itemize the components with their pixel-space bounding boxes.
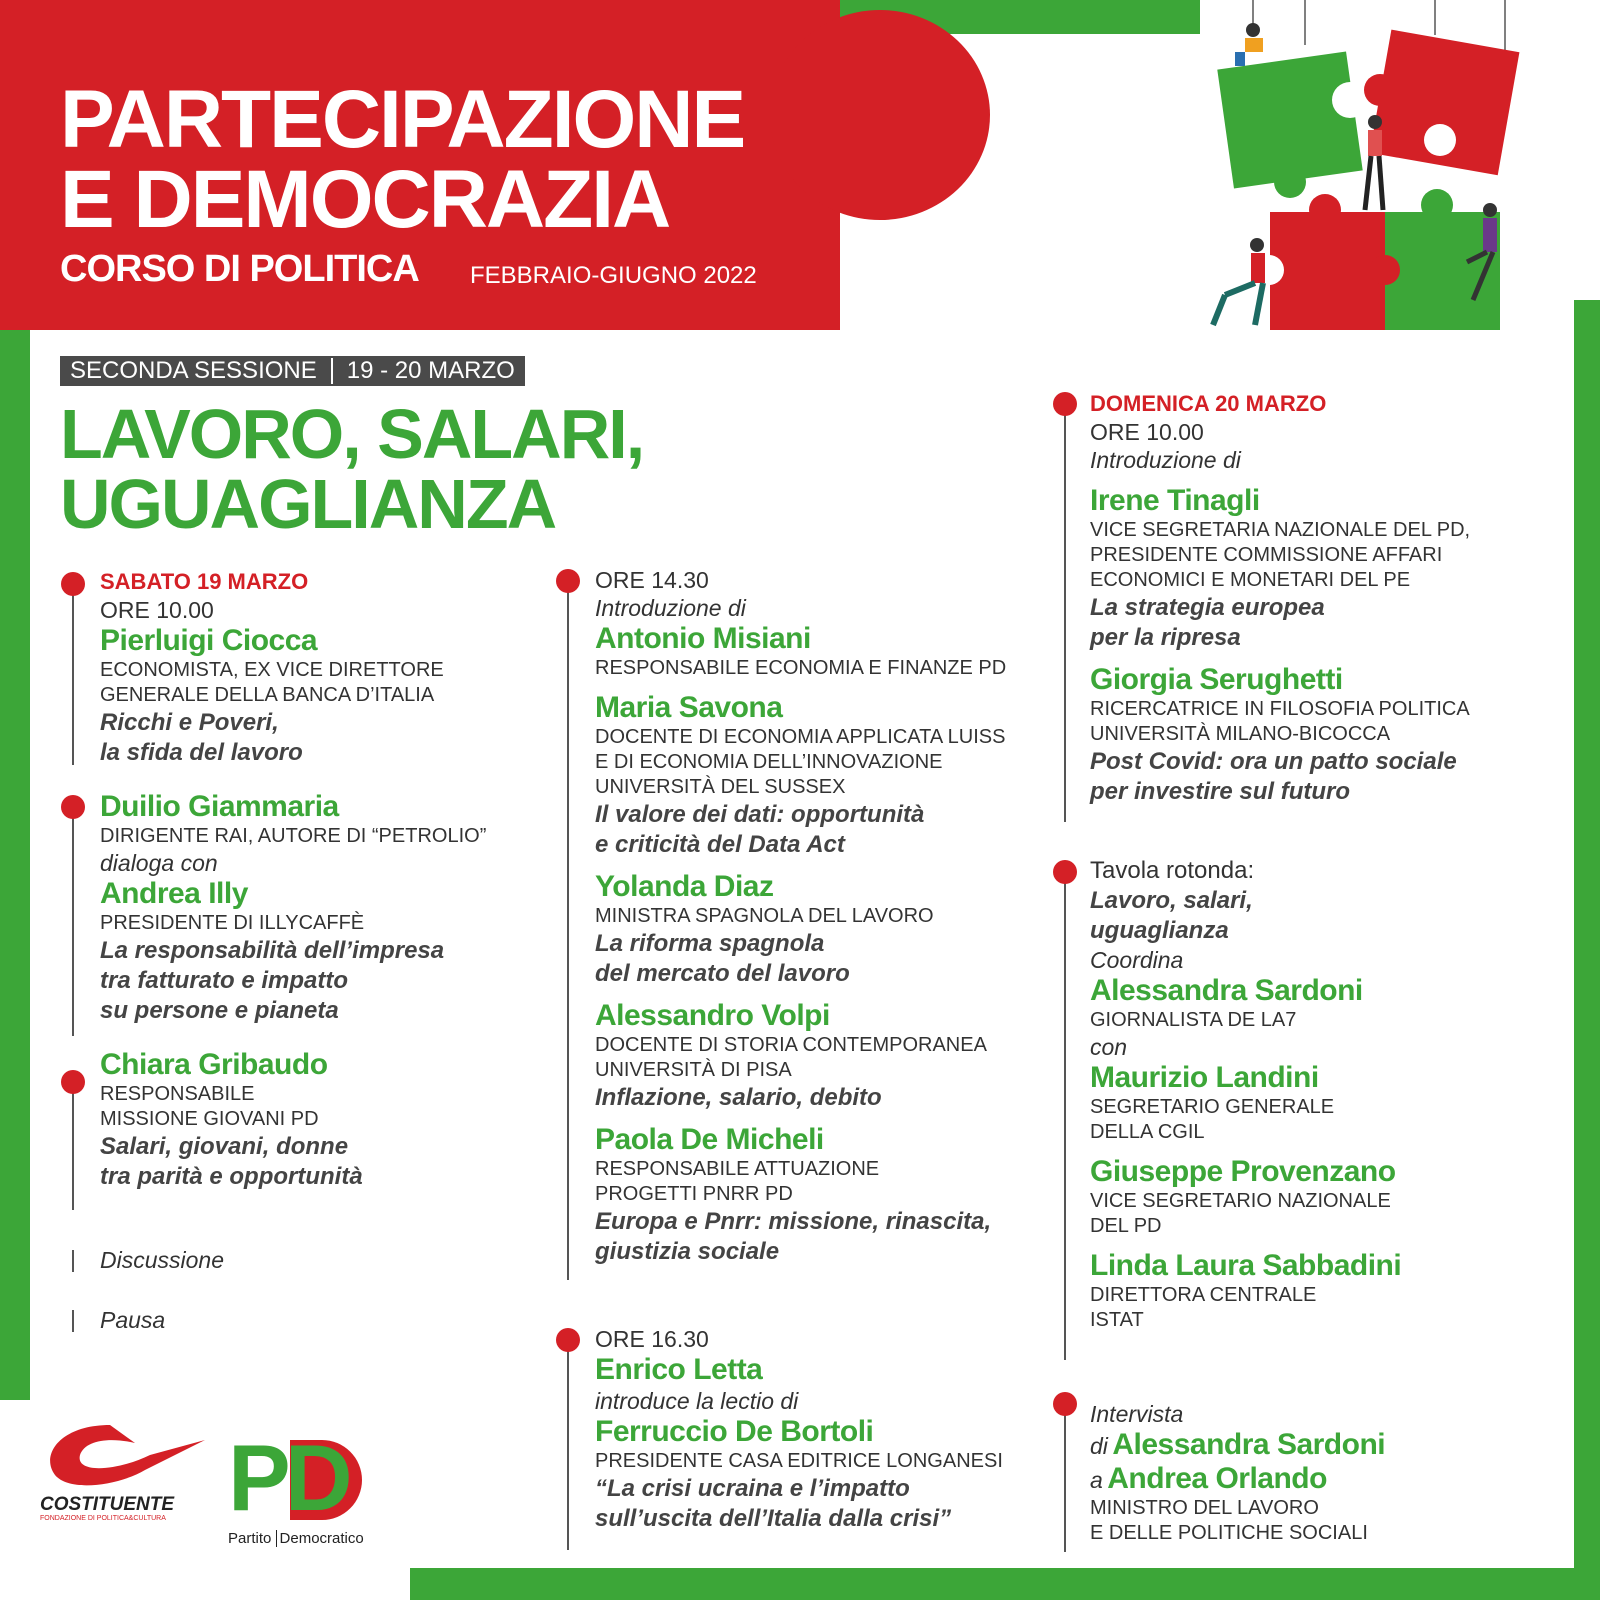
speaker-name: Andrea Orlando: [1107, 1462, 1327, 1495]
speaker-role: PRESIDENTE CASA EDITRICE LONGANESI: [595, 1450, 1003, 1472]
talk-title: Europa e Pnrr: missione, rinascita, giustizia sociale: [595, 1208, 992, 1265]
speaker-role: SEGRETARIO GENERALE DELLA CGIL: [1090, 1096, 1335, 1143]
pd-name-1: Partito: [228, 1530, 272, 1547]
column-interview: [1090, 1400, 1570, 1546]
intro-label: Introduzione di: [595, 595, 746, 621]
title-line-2: E DEMOCRAZIA: [60, 154, 670, 245]
timeline-dot: [1053, 860, 1077, 884]
pd-logo: [228, 1425, 368, 1555]
pd-mark: [228, 1425, 368, 1530]
speaker-role: RESPONSABILE MISSIONE GIOVANI PD: [100, 1083, 319, 1130]
pd-name: [228, 1530, 364, 1547]
timeline-dot: [556, 569, 580, 593]
frame-left-bar: [0, 330, 30, 1400]
speaker-role: ECONOMISTA, EX VICE DIRETTORE GENERALE DELLA BANCA D’ITALIA: [100, 659, 444, 706]
with-label: con: [1090, 1034, 1128, 1060]
frame-bottom-bar: [410, 1568, 1600, 1600]
speaker-role: DOCENTE DI ECONOMIA APPLICATA LUISS E DI ECONOMIA DELL’INNOVAZIONE UNIVERSITÀ DEL SUSSEX: [595, 726, 1006, 798]
time-label: ORE 16.30: [595, 1326, 709, 1352]
speaker-name: Irene Tinagli: [1090, 484, 1260, 517]
speaker-name: Duilio Giammaria: [100, 790, 339, 823]
intro-label: Introduzione di: [1090, 447, 1241, 473]
speaker-role: DIRIGENTE RAI, AUTORE DI “PETROLIO”: [100, 825, 487, 847]
costituente-name: COSTITUENTE: [40, 1494, 175, 1515]
timeline-line: [1064, 412, 1066, 822]
header-red-circle: [770, 10, 990, 220]
timeline-line: [72, 585, 74, 765]
day-label: SABATO 19 MARZO: [100, 569, 309, 594]
link-text: dialoga con: [100, 850, 218, 876]
green-piece-bottom: [1370, 189, 1500, 330]
column-sunday-morning: [1090, 390, 1570, 807]
time-label: ORE 10.00: [1090, 419, 1204, 445]
link-text: introduce la lectio di: [595, 1388, 799, 1414]
frame-right-bar: [1574, 300, 1600, 1600]
theme-line-2: UGUAGLIANZA: [60, 465, 556, 543]
talk-title: La riforma spagnola del mercato del lavoro: [595, 930, 850, 987]
green-piece-top: [1217, 52, 1368, 198]
speaker-role: DIRETTORA CENTRALE ISTAT: [1090, 1284, 1317, 1331]
figure-bottom-left: [1213, 238, 1265, 325]
discussion-label: Discussione: [100, 1247, 224, 1273]
column-saturday-afternoon: [595, 566, 1065, 1267]
speaker-role: RESPONSABILE ATTUAZIONE PROGETTI PNRR PD: [595, 1158, 880, 1205]
red-piece-top: [1364, 30, 1519, 176]
speaker-role: MINISTRA SPAGNOLA DEL LAVORO: [595, 905, 934, 927]
timeline-line: [567, 1350, 569, 1550]
talk-title: Inflazione, salario, debito: [595, 1084, 882, 1111]
day-label: DOMENICA 20 MARZO: [1090, 391, 1327, 416]
speaker-name: Giorgia Serughetti: [1090, 663, 1343, 696]
puzzle-illustration: [1205, 0, 1550, 330]
speaker-name: Paola De Micheli: [595, 1123, 824, 1156]
speaker-name: Chiara Gribaudo: [100, 1048, 328, 1081]
a-label: a: [1090, 1467, 1103, 1493]
timeline-dot: [61, 572, 85, 596]
theme-line-1: LAVORO, SALARI,: [60, 395, 644, 473]
timeline-line: [72, 1080, 74, 1210]
speaker-role: RICERCATRICE IN FILOSOFIA POLITICA UNIVERSITÀ MILANO-BICOCCA: [1090, 698, 1470, 745]
speaker-name: Alessandro Volpi: [595, 999, 830, 1032]
course-label: CORSO DI POLITICA: [60, 248, 419, 290]
time-label: ORE 14.30: [595, 567, 709, 593]
di-label: di: [1090, 1433, 1108, 1459]
session-dates: 19 - 20 MARZO: [346, 357, 515, 384]
timeline-dot: [61, 795, 85, 819]
speaker-role: DOCENTE DI STORIA CONTEMPORANEA UNIVERSITÀ DI PISA: [595, 1034, 987, 1081]
talk-title: La strategia europea per la ripresa: [1090, 594, 1325, 651]
speaker-role: VICE SEGRETARIA NAZIONALE DEL PD, PRESIDENTE COMMISSIONE AFFARI ECONOMICI E MONETARI DEL PE: [1090, 519, 1471, 591]
round-table-title: Lavoro, salari, uguaglianza: [1090, 887, 1253, 944]
speaker-name: Yolanda Diaz: [595, 870, 774, 903]
timeline-dot: [556, 1328, 580, 1352]
costituente-logo: [40, 1415, 210, 1525]
talk-title: “La crisi ucraina e l’impatto sull’uscita dell’Italia dalla crisi”: [595, 1475, 952, 1532]
speaker-name: Andrea Illy: [100, 877, 248, 910]
tick-line: [72, 1250, 74, 1272]
timeline-dot: [61, 1070, 85, 1094]
speaker-name: Linda Laura Sabbadini: [1090, 1249, 1402, 1282]
pd-name-2: Democratico: [276, 1530, 364, 1547]
talk-title: Post Covid: ora un patto sociale per investire sul futuro: [1090, 748, 1457, 805]
speaker-name: Maurizio Landini: [1090, 1061, 1319, 1094]
timeline-line: [567, 590, 569, 1280]
speaker-name: Giuseppe Provenzano: [1090, 1155, 1396, 1188]
session-separator: [331, 358, 333, 384]
course-period: FEBBRAIO-GIUGNO 2022: [470, 262, 757, 289]
title-line-1: PARTECIPAZIONE: [60, 74, 745, 165]
speaker-name: Alessandra Sardoni: [1090, 974, 1363, 1007]
pd-letters: PD: [228, 1425, 347, 1530]
costituente-subtitle: FONDAZIONE DI POLITICA&CULTURA: [40, 1515, 166, 1522]
timeline-line: [72, 806, 74, 1036]
column-saturday-evening: [595, 1325, 1065, 1534]
timeline-line: [1064, 1412, 1066, 1552]
speaker-role: RESPONSABILE ECONOMIA E FINANZE PD: [595, 657, 1007, 679]
speaker-name: Pierluigi Ciocca: [100, 624, 318, 657]
talk-title: La responsabilità dell’impresa tra fatturato e impatto su persone e pianeta: [100, 937, 445, 1024]
speaker-role: PRESIDENTE DI ILLYCAFFÈ: [100, 912, 365, 934]
column-round-table: [1090, 856, 1570, 1333]
speaker-role: MINISTRO DEL LAVORO E DELLE POLITICHE SOCIALI: [1090, 1497, 1368, 1544]
speaker-role: VICE SEGRETARIO NAZIONALE DEL PD: [1090, 1190, 1391, 1237]
timeline-line: [1064, 880, 1066, 1360]
pause-label: Pausa: [100, 1307, 166, 1333]
red-piece-bottom: [1254, 194, 1385, 330]
session-label: SECONDA SESSIONE: [70, 357, 317, 384]
speaker-name: Ferruccio De Bortoli: [595, 1415, 874, 1448]
figure-top-left: [1235, 23, 1263, 66]
talk-title: Il valore dei dati: opportunità e criticità del Data Act: [595, 801, 925, 858]
time-label: ORE 10.00: [100, 597, 214, 623]
speaker-name: Enrico Letta: [595, 1353, 763, 1386]
coord-label: Coordina: [1090, 947, 1184, 973]
column-saturday-morning: [100, 568, 540, 1192]
costituente-swoosh-icon: [40, 1415, 210, 1490]
round-table-label: Tavola rotonda:: [1090, 857, 1255, 884]
timeline-dot: [1053, 392, 1077, 416]
interview-label: Intervista: [1090, 1401, 1184, 1427]
talk-title: Salari, giovani, donne tra parità e opportunità: [100, 1133, 363, 1190]
timeline-dot: [1053, 1392, 1077, 1416]
talk-title: Ricchi e Poveri, la sfida del lavoro: [100, 709, 303, 766]
speaker-name: Maria Savona: [595, 691, 783, 724]
session-bar: [60, 356, 525, 386]
speaker-name: Alessandra Sardoni: [1112, 1428, 1386, 1461]
tick-line: [72, 1310, 74, 1332]
speaker-name: Antonio Misiani: [595, 622, 811, 655]
speaker-role: GIORNALISTA DE LA7: [1090, 1009, 1297, 1031]
